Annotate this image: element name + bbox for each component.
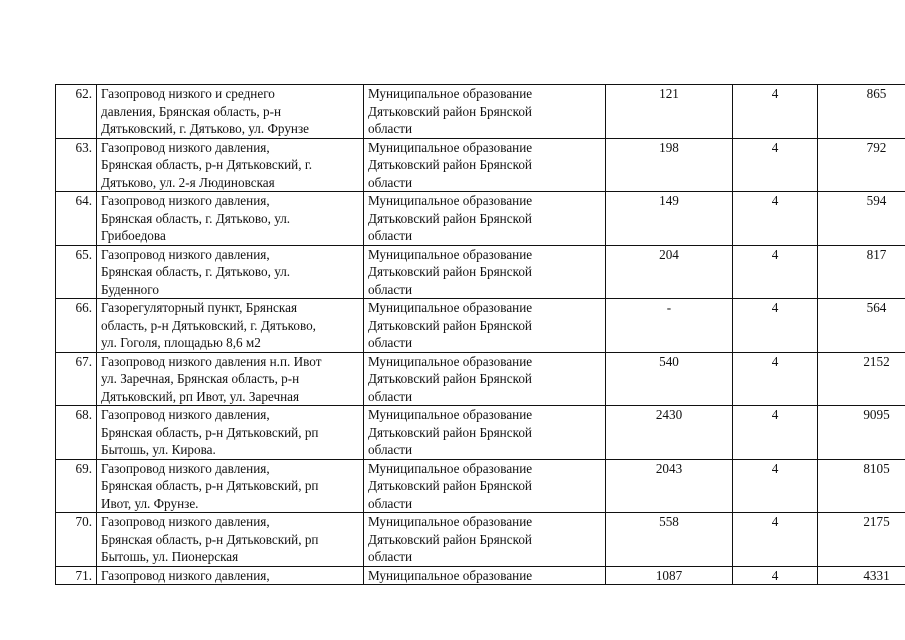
object-name-cell — [97, 299, 364, 353]
object-name-line: Газопровод низкого давления, — [101, 193, 270, 208]
value-1-cell — [606, 352, 733, 406]
owner-line: Дятьковский район Брянской — [368, 478, 532, 493]
row-number-cell — [56, 192, 97, 246]
value-3-cell — [818, 299, 905, 353]
value-2: 4 — [771, 139, 779, 155]
row-number: 68. — [75, 407, 92, 422]
object-name-cell — [97, 459, 364, 513]
owner-line: Муниципальное образование — [368, 86, 533, 101]
row-number-cell — [56, 513, 97, 567]
value-2: 4 — [771, 514, 779, 529]
object-name-line: Грибоедова — [101, 228, 166, 243]
object-name-cell — [97, 245, 364, 299]
value-2: 4 — [771, 300, 779, 315]
object-name-line: Брянская область, р-н Дятьковский, рп — [101, 424, 319, 440]
owner-line: области — [368, 228, 413, 243]
registry-table-body — [56, 85, 905, 585]
value-3-cell — [818, 566, 905, 585]
value-2-cell — [733, 299, 818, 353]
value-2: 4 — [771, 567, 779, 583]
value-3: 8105 — [863, 460, 890, 476]
object-name-line: давления, Брянская область, р-н — [101, 103, 282, 119]
value-1-cell — [606, 566, 733, 585]
owner-line: области — [368, 388, 413, 404]
row-number: 69. — [75, 460, 92, 476]
value-1: 1087 — [655, 567, 683, 583]
object-name-line: ул. Гоголя, площадью 8,6 м2 — [101, 335, 261, 350]
value-1-cell — [606, 192, 733, 246]
value-1-cell — [606, 85, 733, 139]
owner-line: Муниципальное образование — [368, 460, 533, 476]
object-name-line: Буденного — [101, 281, 159, 297]
value-1: - — [666, 300, 672, 315]
value-1: 540 — [659, 353, 679, 369]
object-name-cell — [97, 192, 364, 246]
owner-line: области — [368, 174, 413, 190]
value-3-cell — [818, 352, 905, 406]
row-number: 64. — [75, 193, 92, 208]
value-3: 594 — [866, 193, 887, 208]
value-3: 865 — [866, 86, 887, 101]
value-1: 2430 — [655, 407, 683, 422]
value-1-cell — [606, 459, 733, 513]
object-name-line: Брянская область, г. Дятьково, ул. — [101, 264, 291, 279]
value-3-cell — [818, 138, 905, 192]
row-number-cell — [56, 299, 97, 353]
object-name-cell — [97, 406, 364, 460]
object-name-line: Брянская область, г. Дятьково, ул. — [101, 210, 291, 226]
row-number-cell — [56, 566, 97, 585]
value-2: 4 — [771, 86, 779, 101]
object-name-line: Брянская область, р-н Дятьковский, рп — [101, 478, 319, 493]
object-name-line: Дятьково, ул. 2-я Людиновская — [101, 174, 275, 190]
table-row — [56, 245, 905, 299]
row-number: 62. — [75, 86, 92, 101]
value-2: 4 — [771, 353, 779, 369]
value-2-cell — [733, 406, 818, 460]
object-name-line: Дятьковский, рп Ивот, ул. Заречная — [101, 388, 300, 404]
value-2-cell — [733, 352, 818, 406]
value-3: 2175 — [863, 514, 890, 529]
owner-cell — [364, 459, 606, 513]
value-1: 121 — [659, 86, 679, 101]
owner-line: Дятьковский район Брянской — [368, 371, 532, 386]
row-number-cell — [56, 85, 97, 139]
value-2-cell — [733, 459, 818, 513]
object-name-line: Газопровод низкого давления, — [101, 460, 270, 476]
object-name-line: Газопровод низкого давления н.п. Ивот — [101, 353, 322, 369]
value-3-cell — [818, 513, 905, 567]
row-number-cell — [56, 459, 97, 513]
value-3: 2152 — [863, 353, 890, 369]
row-number: 65. — [75, 246, 92, 262]
owner-cell — [364, 85, 606, 139]
owner-line: Муниципальное образование — [368, 514, 533, 529]
owner-line: Дятьковский район Брянской — [368, 317, 532, 333]
value-3: 564 — [866, 300, 887, 315]
object-name-line: Ивот, ул. Фрунзе. — [101, 495, 199, 511]
table-row — [56, 299, 905, 353]
row-number-cell — [56, 352, 97, 406]
owner-line: Муниципальное образование — [368, 300, 533, 315]
value-2-cell — [733, 138, 818, 192]
value-2-cell — [733, 513, 818, 567]
object-name-line: Брянская область, р-н Дятьковский, г. — [101, 157, 313, 172]
owner-cell — [364, 352, 606, 406]
registry-table — [55, 84, 905, 585]
table-row — [56, 406, 905, 460]
object-name-line: Дятьковский, г. Дятьково, ул. Фрунзе — [101, 121, 310, 136]
object-name-line: Бытошь, ул. Кирова. — [101, 442, 216, 457]
object-name-cell — [97, 138, 364, 192]
value-3: 792 — [866, 139, 887, 155]
object-name-cell — [97, 513, 364, 567]
value-3-cell — [818, 192, 905, 246]
value-3: 817 — [866, 246, 887, 262]
value-2: 4 — [771, 407, 779, 422]
object-name-line: Газопровод низкого давления, — [101, 407, 270, 422]
value-1: 198 — [659, 139, 679, 155]
object-name-line: Газопровод низкого давления, — [101, 514, 270, 529]
value-1-cell — [606, 513, 733, 567]
object-name-cell — [97, 85, 364, 139]
table-row — [56, 352, 905, 406]
value-2: 4 — [771, 246, 779, 262]
object-name-line: Бытошь, ул. Пионерская — [101, 549, 239, 564]
value-1: 149 — [659, 193, 679, 208]
object-name-line: область, р-н Дятьковский, г. Дятьково, — [101, 317, 316, 333]
owner-line: Дятьковский район Брянской — [368, 103, 532, 119]
table-row — [56, 192, 905, 246]
value-3: 4331 — [863, 567, 890, 583]
object-name-line: Газопровод низкого давления, — [101, 139, 270, 155]
row-number-cell — [56, 245, 97, 299]
value-2: 4 — [771, 460, 779, 476]
owner-line: Дятьковский район Брянской — [368, 157, 532, 172]
owner-cell — [364, 138, 606, 192]
owner-line: области — [368, 495, 413, 511]
object-name-line: Газорегуляторный пункт, Брянская — [101, 300, 298, 315]
owner-line: Муниципальное образование — [368, 193, 533, 208]
owner-line: области — [368, 335, 413, 350]
owner-cell — [364, 406, 606, 460]
row-number: 70. — [75, 514, 92, 529]
object-name-line: Газопровод низкого и среднего — [101, 86, 275, 101]
owner-line: Дятьковский район Брянской — [368, 264, 532, 279]
owner-line: Муниципальное образование — [368, 246, 533, 262]
row-number: 63. — [75, 139, 92, 155]
value-1: 204 — [659, 246, 679, 262]
row-number: 67. — [75, 353, 92, 369]
owner-line: Муниципальное образование — [368, 407, 533, 422]
value-1-cell — [606, 245, 733, 299]
value-1: 558 — [659, 514, 679, 529]
value-3: 9095 — [863, 407, 890, 422]
object-name-line: ул. Заречная, Брянская область, р-н — [101, 371, 300, 386]
value-2-cell — [733, 245, 818, 299]
value-3-cell — [818, 85, 905, 139]
object-name-line: Газопровод низкого давления, — [101, 567, 270, 583]
owner-cell — [364, 192, 606, 246]
owner-line: Муниципальное образование — [368, 353, 533, 369]
row-number-cell — [56, 138, 97, 192]
owner-line: Дятьковский район Брянской — [368, 210, 532, 226]
table-row — [56, 513, 905, 567]
table-row — [56, 459, 905, 513]
table-row — [56, 85, 905, 139]
value-2-cell — [733, 85, 818, 139]
object-name-cell — [97, 352, 364, 406]
value-1: 2043 — [655, 460, 683, 476]
owner-cell — [364, 566, 606, 585]
row-number: 66. — [75, 300, 92, 315]
owner-line: области — [368, 549, 413, 564]
owner-cell — [364, 513, 606, 567]
row-number-cell — [56, 406, 97, 460]
owner-line: области — [368, 121, 413, 136]
owner-line: Дятьковский район Брянской — [368, 531, 532, 547]
owner-line: Муниципальное образование — [368, 567, 533, 583]
value-2-cell — [733, 566, 818, 585]
owner-line: Дятьковский район Брянской — [368, 424, 532, 440]
value-3-cell — [818, 406, 905, 460]
object-name-line: Брянская область, р-н Дятьковский, рп — [101, 531, 319, 547]
owner-cell — [364, 245, 606, 299]
value-1-cell — [606, 138, 733, 192]
owner-line: области — [368, 281, 413, 297]
owner-cell — [364, 299, 606, 353]
table-row — [56, 138, 905, 192]
value-3-cell — [818, 459, 905, 513]
value-2: 4 — [771, 193, 779, 208]
table-row — [56, 566, 905, 585]
row-number: 71. — [75, 567, 92, 583]
object-name-cell — [97, 566, 364, 585]
value-1-cell — [606, 299, 733, 353]
value-3-cell — [818, 245, 905, 299]
owner-line: области — [368, 442, 413, 457]
owner-line: Муниципальное образование — [368, 139, 533, 155]
value-2-cell — [733, 192, 818, 246]
object-name-line: Газопровод низкого давления, — [101, 246, 270, 262]
value-1-cell — [606, 406, 733, 460]
